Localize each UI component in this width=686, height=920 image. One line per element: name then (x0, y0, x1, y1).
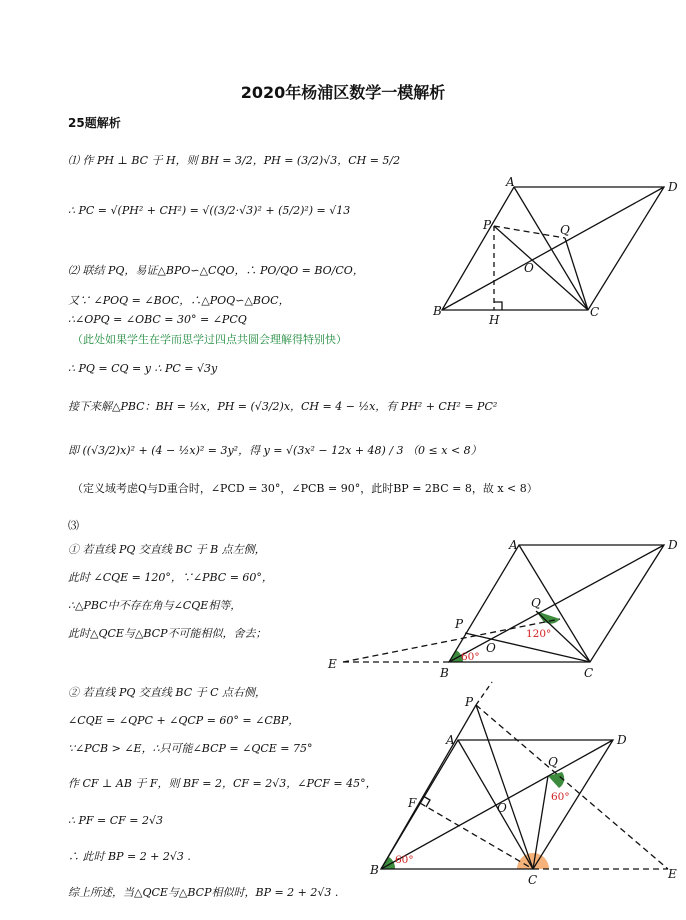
fig3-label-a: A (446, 733, 455, 747)
part3-d4: 作 CF ⊥ AB 于 F，则 BF = 2，CF = 2√3，∠PCF = 45°， (68, 777, 377, 790)
part2-line2: 又∵ ∠POQ = ∠BOC，∴△POQ∽△BOC， (68, 294, 290, 307)
part3-c2: 此时 ∠CQE = 120°，∵∠PBC = 60°， (68, 571, 273, 584)
fig1-label-a: A (506, 175, 515, 189)
fig3-line-pc (476, 705, 533, 869)
fig2-label-e: E (328, 657, 337, 671)
fig3-label-o: O (497, 801, 507, 815)
fig3-angle-b-label: 60° (395, 854, 414, 866)
part2-line5: 接下来解△PBC：BH = ½x，PH = (√3/2)x，CH = 4 − ½x，有 PH² + CH² = PC² (68, 400, 498, 413)
fig1-label-o: O (524, 261, 534, 275)
section-subtitle: 25题解析 (68, 116, 121, 130)
fig3-label-c: C (528, 873, 538, 887)
fig1-label-d: D (668, 180, 678, 194)
part2-note: （此处如果学生在学而思学过四点共圆会理解得特别快） (72, 333, 347, 346)
fig3-label-b: B (370, 863, 379, 877)
fig3-line-ap-ext (476, 682, 492, 705)
fig2-label-o: O (486, 641, 496, 655)
part3-d2: ∠CQE = ∠QPC + ∠QCP = 60° = ∠CBP， (68, 714, 300, 727)
fig3-label-f: F (408, 796, 417, 810)
part2-line6: 即 ((√3/2)x)² + (4 − ½x)² = 3y²，得 y = √(3x² − 12x + 48) / 3 （0 ≤ x < 8） (68, 444, 482, 457)
part1-line1: ⑴ 作 PH ⊥ BC 于 H，则 BH = 3/2，PH = (3/2)√3，CH = 5/2 (68, 154, 401, 167)
fig2-label-a: A (509, 538, 518, 552)
fig3-label-e: E (668, 867, 677, 881)
fig3-angle-q-label: 60° (551, 791, 570, 803)
part2-line7: （定义域考虑Q与D重合时，∠PCD = 30°，∠PCB = 90°，此时BP = 2BC = 8，故 x < 8） (72, 482, 538, 495)
fig1-label-h: H (489, 313, 500, 327)
part2-line3: ∴∠OPQ = ∠OBC = 30° = ∠PCQ (68, 313, 247, 326)
fig2-label-c: C (584, 666, 594, 680)
fig3-label-q: Q (548, 755, 558, 769)
page-title: 2020年杨浦区数学一模解析 (240, 83, 446, 102)
fig2-label-d: D (668, 538, 678, 552)
part2-line1: ⑵ 联结 PQ，易证△BPO∽△CQO，∴ PO/QO = BO/CO， (68, 264, 364, 277)
fig1-label-q: Q (560, 223, 570, 237)
fig1-label-c: C (590, 305, 600, 319)
fig3-line-cf (420, 803, 533, 869)
part1-line2: ∴ PC = √(PH² + CH²) = √((3/2·√3)² + (5/2)²) = √13 (68, 204, 351, 217)
fig2-angle-b-label: 60° (461, 651, 480, 663)
part3-d1: ② 若直线 PQ 交直线 BC 于 C 点右侧， (68, 686, 267, 699)
fig1-label-p: P (483, 218, 492, 232)
fig2-label-q: Q (531, 596, 541, 610)
fig2-label-b: B (440, 666, 449, 680)
part3-label: ⑶ (68, 519, 79, 532)
fig3-label-d: D (617, 733, 627, 747)
fig1-label-b: B (433, 304, 442, 318)
part3-d3: ∵∠PCB > ∠E，∴只可能∠BCP = ∠QCE = 75° (68, 742, 313, 755)
fig3-label-p: P (465, 695, 474, 709)
part3-d5: ∴ PF = CF = 2√3 (68, 814, 164, 827)
part3-d6: ∴ 此时 BP = 2 + 2√3 . (68, 850, 191, 863)
fig2-angle-q-label: 120° (526, 628, 552, 640)
part2-line4: ∴ PQ = CQ = y ∴ PC = √3y (68, 362, 218, 375)
part3-c4: 此时△QCE与△BCP不可能相似，舍去； (68, 627, 267, 640)
part3-c3: ∴△PBC中不存在角与∠CQE相等， (68, 599, 242, 612)
part3-d7: 综上所述，当△QCE与△BCP相似时，BP = 2 + 2√3 . (68, 886, 339, 899)
fig3-line-pb-ext (381, 705, 476, 869)
fig2-label-p: P (455, 617, 464, 631)
part3-c1: ① 若直线 PQ 交直线 BC 于 B 点左侧， (68, 543, 266, 556)
